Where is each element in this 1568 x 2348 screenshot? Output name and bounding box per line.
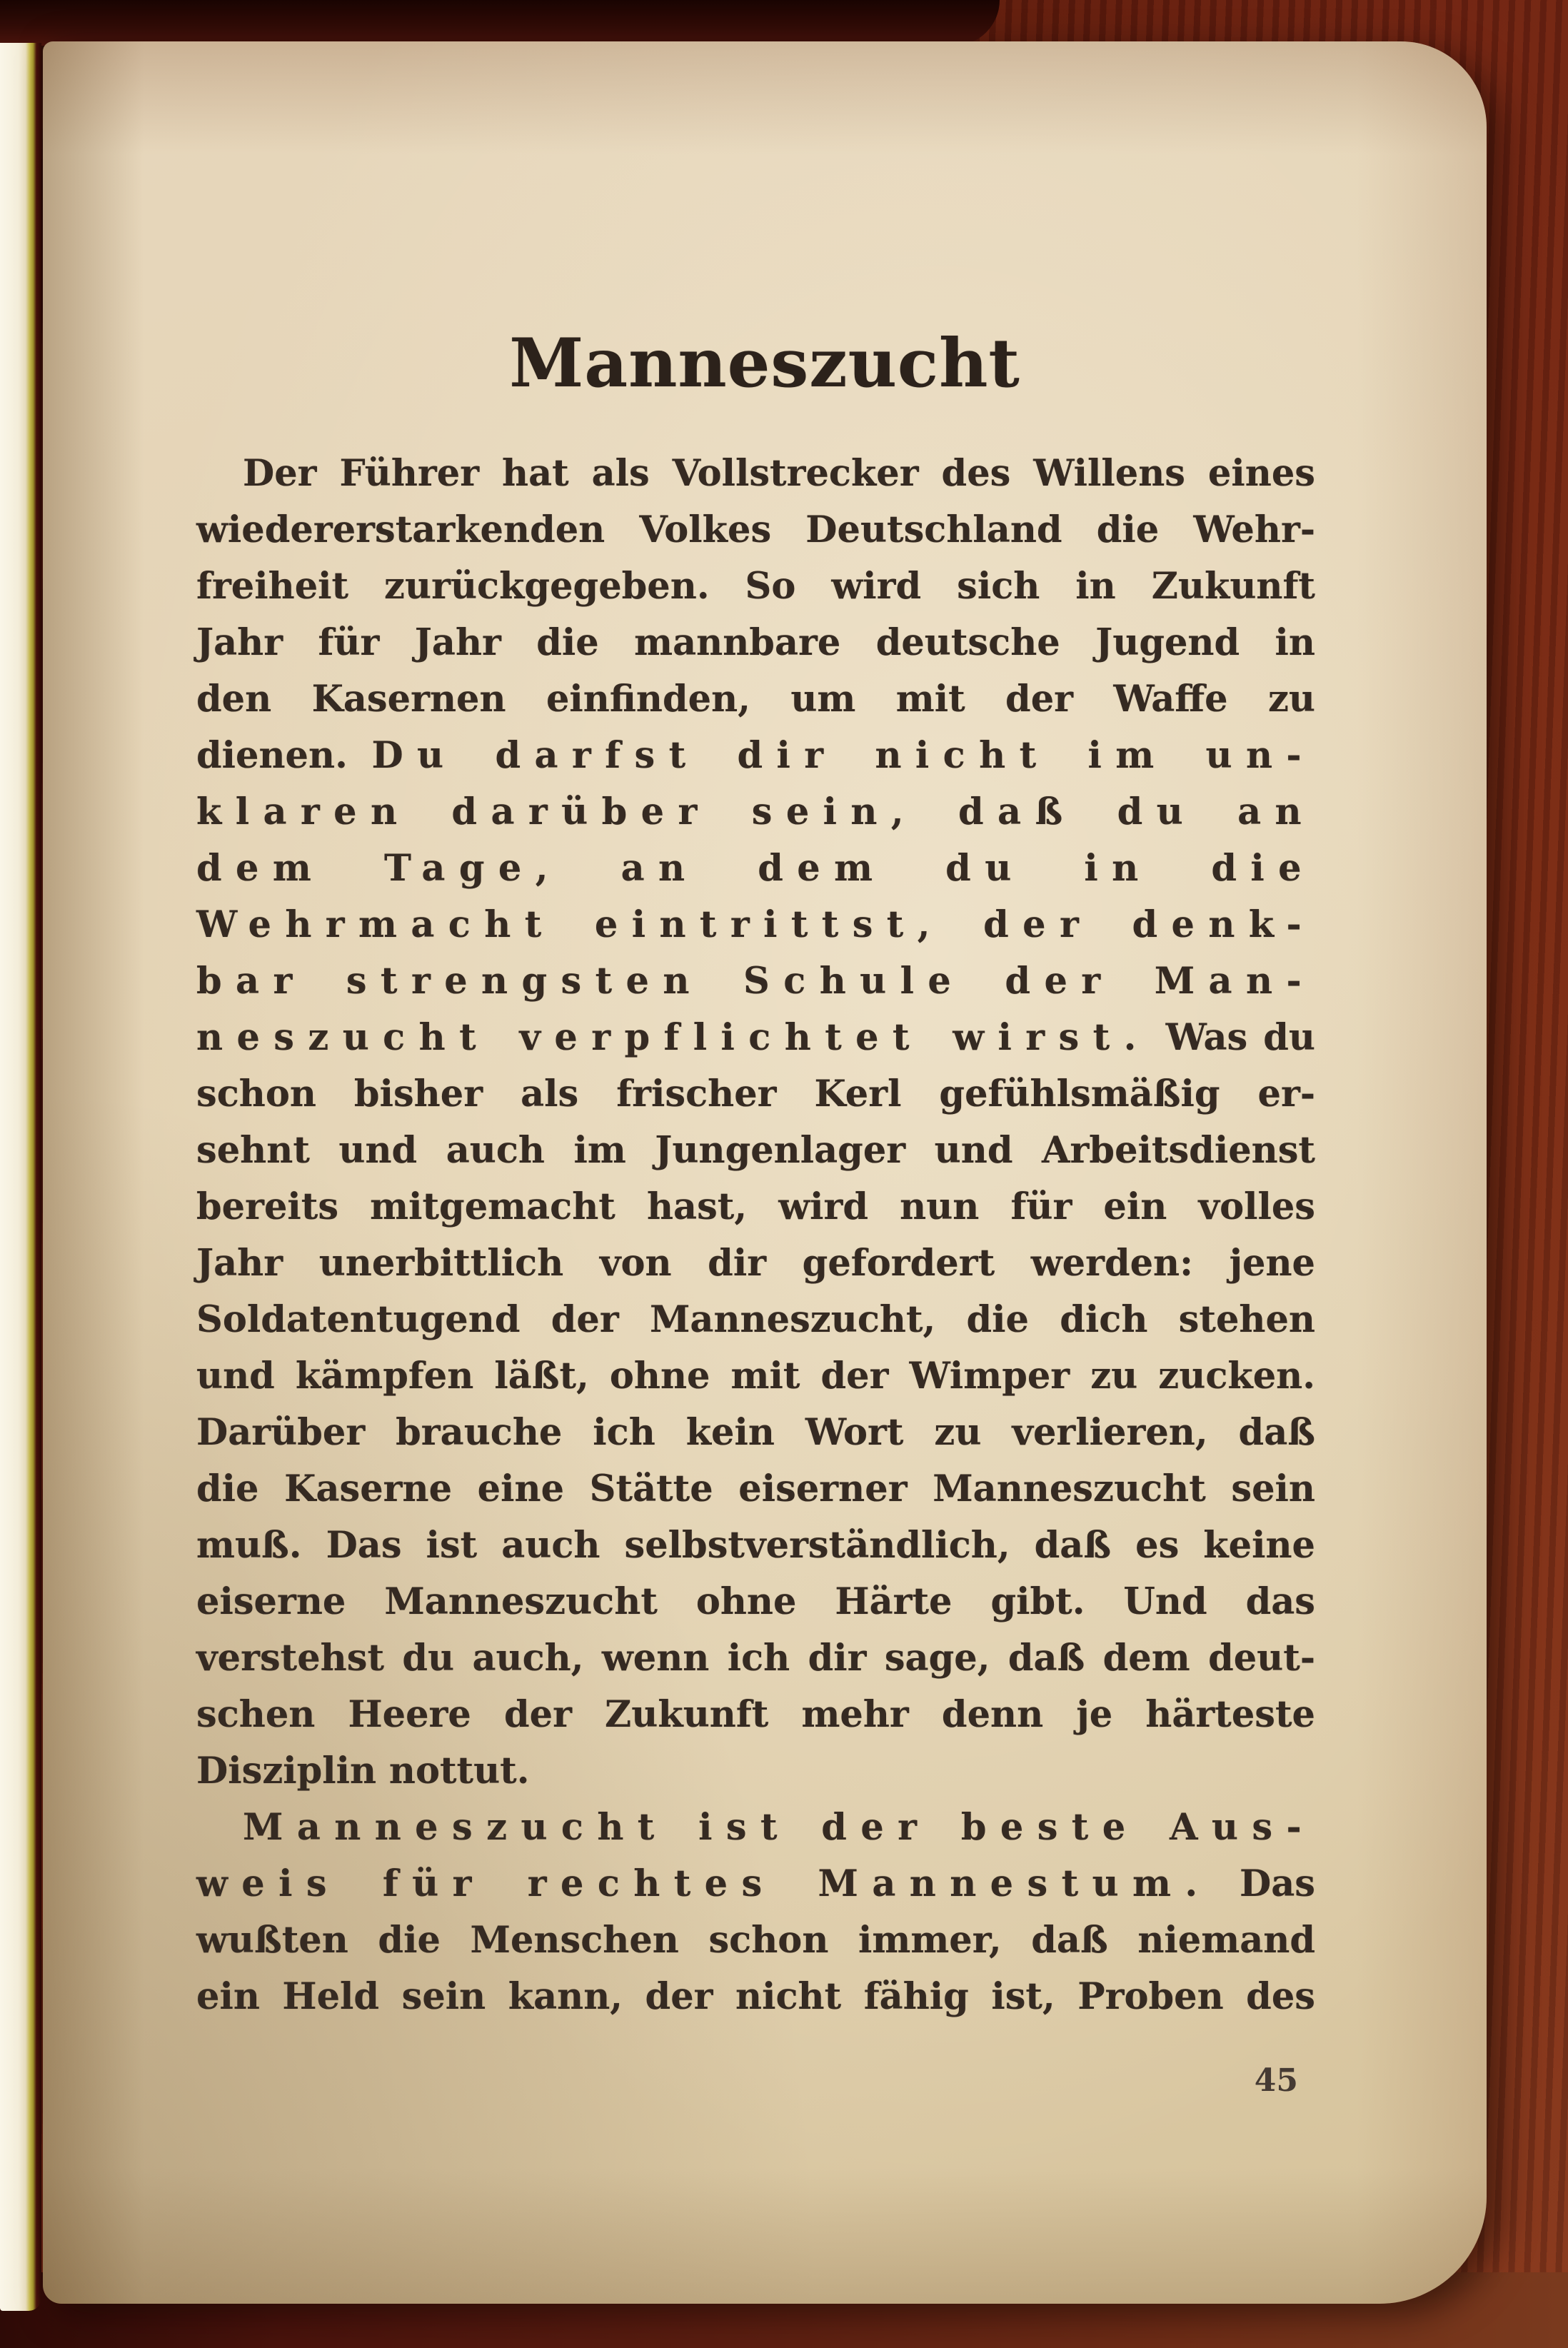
text-line: die Kaserne eine Stätte eiserner Manneszucht sein [196, 1468, 1315, 1510]
text-line: ein Held sein kann, der nicht fähig ist, Proben des [196, 1975, 1315, 2018]
text-line: wiedererstarkenden Volkes Deutschland die Wehr- [196, 508, 1315, 551]
text-line: Darüber brauche ich kein Wort zu verlieren, daß [196, 1411, 1315, 1454]
text-line: Jahr für Jahr die mannbare deutsche Jugend in [196, 621, 1315, 664]
text-line: Der Führer hat als Vollstrecker des Willens eines [243, 452, 1315, 495]
text-line: freiheit zurückgegeben. So wird sich in Zukunft [196, 565, 1315, 608]
text-line: eiserne Manneszucht ohne Härte gibt. Und das [196, 1580, 1315, 1623]
text-line: verstehst du auch, wenn ich dir sage, daß dem deut- [196, 1637, 1315, 1680]
text-line: wußten die Menschen schon immer, daß niemand [196, 1919, 1315, 1962]
text-line: Jahr unerbittlich von dir gefordert werden: jene [196, 1242, 1315, 1285]
book-cover-top-edge [0, 0, 1000, 46]
page-number: 45 [1254, 2062, 1298, 2099]
text-line: Wehrmacht eintrittst, der denk- [196, 903, 1315, 946]
text-line: dienen. Du darfst dir nicht im un- [196, 734, 1315, 777]
text-line: neszucht verpflichtet wirst. Was du [196, 1016, 1315, 1059]
text-line: bereits mitgemacht hast, wird nun für ein volles [196, 1185, 1315, 1228]
text-line: und kämpfen läßt, ohne mit der Wimper zu zucken. [196, 1355, 1315, 1398]
book-page [43, 41, 1487, 2304]
text-line: sehnt und auch im Jungenlager und Arbeitsdienst [196, 1129, 1315, 1172]
text-line: Soldatentugend der Manneszucht, die dich stehen [196, 1298, 1315, 1341]
text-line: schon bisher als frischer Kerl gefühlsmäßig er- [196, 1073, 1315, 1115]
text-line: Disziplin nottut. [196, 1750, 530, 1792]
text-line: klaren darüber sein, daß du an [196, 791, 1315, 833]
text-line: muß. Das ist auch selbstverständlich, daß es keine [196, 1524, 1315, 1567]
text-line: bar strengsten Schule der Man- [196, 960, 1315, 1003]
text-line: weis für rechtes Mannestum. Das [196, 1862, 1315, 1905]
text-line: dem Tage, an dem du in die [196, 847, 1315, 890]
body-text [196, 446, 1315, 2025]
text-line: schen Heere der Zukunft mehr denn je härteste [196, 1693, 1315, 1736]
page-title: Manneszucht [509, 324, 1020, 403]
text-line: den Kasernen einfinden, um mit der Waffe zu [196, 678, 1315, 721]
page-edges-gutter [0, 43, 41, 2311]
text-line: Manneszucht ist der beste Aus- [243, 1806, 1315, 1849]
